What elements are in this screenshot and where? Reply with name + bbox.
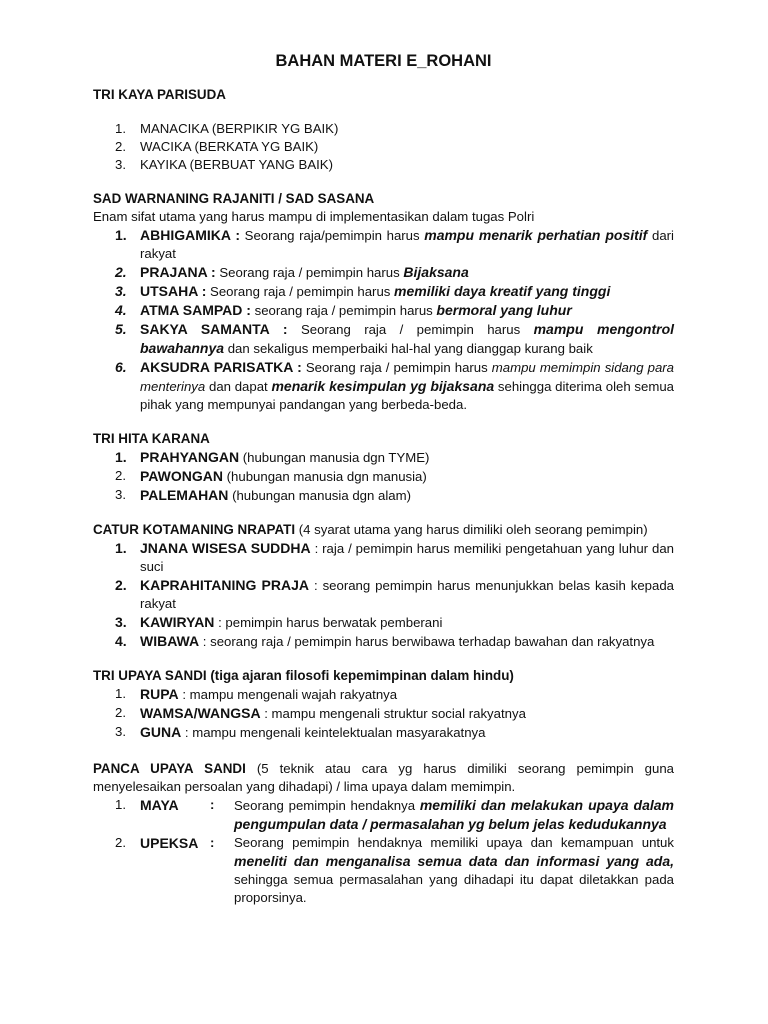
section-heading-panca: PANCA UPAYA SANDI (5 teknik atau cara yg harus dimiliki seorang pemimpin guna menyelesaikan persoalan yang dihadapi) / lima upaya dalam memimpin. [93,761,674,794]
list-item: 4. WIBAWA : seorang raja / pemimpin harus berwibawa terhadap bawahan dan rakyatnya [115,633,655,649]
list-item: 2. KAPRAHITANING PRAJA : seorang pemimpin harus menunjukkan belas kasih kepada rakyat [115,577,674,611]
list-tri-upaya [93,685,674,742]
list-sad [93,226,674,414]
list-item: 1. MANACIKA (BERPIKIR YG BAIK) [115,121,339,136]
list-item: 1. ABHIGAMIKA : Seorang raja/pemimpin harus mampu menarik perhatian positif dari rakyat [115,227,674,261]
list-item: 1. JNANA WISESA SUDDHA : raja / pemimpin harus memiliki pengetahuan yang luhur dan suci [115,540,674,574]
section-heading-tri-hita: TRI HITA KARANA [93,431,210,446]
document-title: BAHAN MATERI E_ROHANI [275,52,492,70]
list-item: 4. ATMA SAMPAD : seorang raja / pemimpin harus bermoral yang luhur [115,302,572,318]
section-intro: Enam sifat utama yang harus mampu di implementasikan dalam tugas Polri [93,209,535,224]
list-item: 3. KAWIRYAN : pemimpin harus berwatak pemberani [115,614,443,630]
list-item: 2. UPEKSA : Seorang pemimpin hendaknya memiliki upaya dan kemampuan untuk meneliti dan menganalisa semua data dan informasi yang ada, sehingga semua permasalahan yang dihadapi itu dapat diletakkan pada proporsinya. [115,835,674,905]
list-item: 6. AKSUDRA PARISATKA : Seorang raja / pemimpin harus mampu memimpin sidang para menterinya dan dapat menarik kesimpulan yg bijaksana sehingga diterima oleh semua pihak yang mempunyai pandangan yang berbeda-beda. [115,359,675,412]
section-heading-tri-kaya: TRI KAYA PARISUDA [93,87,226,102]
list-item: 3. KAYIKA (BERBUAT YANG BAIK) [115,157,333,172]
list-item: 1. MAYA : Seorang pemimpin hendaknya memiliki dan melakukan upaya dalam pengumpulan data / permasalahan yg belum jelas kedudukannya [115,797,674,832]
section-heading-catur: CATUR KOTAMANING NRAPATI (4 syarat utama yang harus dimiliki oleh seorang pemimpin) [93,522,648,537]
list-item: 5. SAKYA SAMANTA : Seorang raja / pemimpin harus mampu mengontrol bawahannya dan sekaligus memperbaiki hal-hal yang dianggap kurang baik [115,321,675,356]
list-item: 3. PALEMAHAN (hubungan manusia dgn alam) [115,487,411,503]
list-item: 1. PRAHYANGAN (hubungan manusia dgn TYME) [115,449,430,465]
list-item: 2. WAMSA/WANGSA : mampu mengenali struktur social rakyatnya [115,705,526,721]
list-item: 1. RUPA : mampu mengenali wajah rakyatnya [115,686,398,702]
list-tri-hita [93,448,674,505]
list-item: 3. GUNA : mampu mengenali keintelektualan masyarakatnya [115,724,486,740]
list-item: 3. UTSAHA : Seorang raja / pemimpin harus memiliki daya kreatif yang tinggi [115,283,611,299]
section-heading-tri-upaya: TRI UPAYA SANDI (tiga ajaran filosofi kepemimpinan dalam hindu) [93,668,514,683]
list-item: 2. WACIKA (BERKATA YG BAIK) [115,139,319,154]
list-tri-kaya [93,120,674,174]
list-catur [93,539,674,651]
list-item: 2. PAWONGAN (hubungan manusia dgn manusia) [115,468,427,484]
list-panca [93,796,674,907]
section-heading-sad: SAD WARNANING RAJANITI / SAD SASANA [93,191,375,206]
list-item: 2. PRAJANA : Seorang raja / pemimpin harus Bijaksana [115,264,469,280]
